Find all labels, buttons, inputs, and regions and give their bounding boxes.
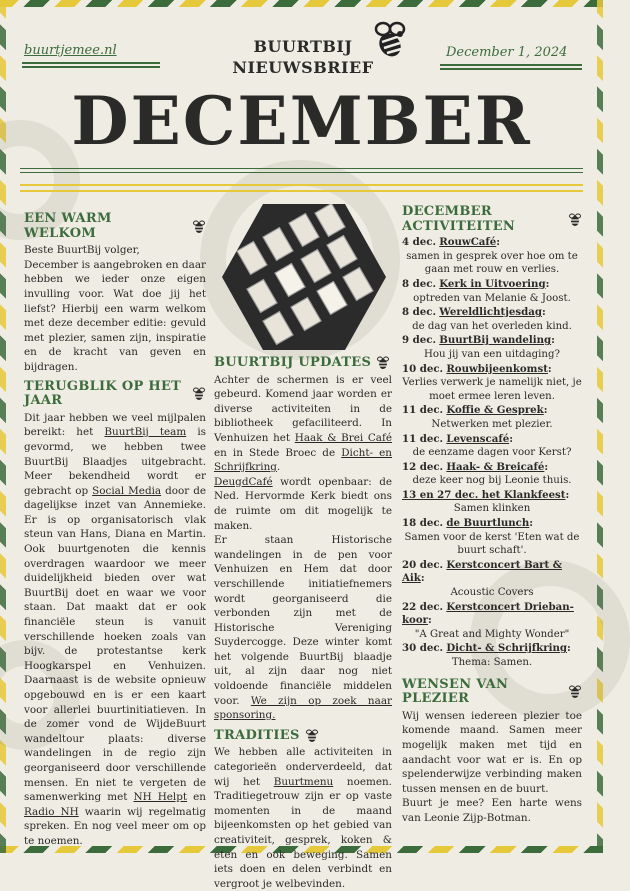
activity-line <box>402 517 582 531</box>
activity-title-link[interactable]: Rouwbijeenkomst <box>446 362 548 375</box>
activity-description: de dag van het overleden kind. <box>412 320 572 332</box>
activity-title-link[interactable]: de Buurtlunch <box>446 517 530 530</box>
link-nh-helpt[interactable]: NH Helpt <box>133 791 188 804</box>
section-heading-wensen: WENSEN VAN PLEZIER <box>402 678 582 707</box>
terugblik-body: Dit jaar hebben we veel mijlpalen bereikt: het BuurtBij team is gevormd, we hebben twee BuurtBij Blaadjes uitgebracht. Meer bekendheid wordt er gebracht op Social Media door de dagelijkse inzet van Annemieke. Er is op organisatorisch vlak steun van Hans, Diana en Martin. Ook buurtgenoten die kennis overdragen waardoor we meer duidelijkheid bieden over wat BuurtBij doet en waar we voor staan. Dat maakt dat er ook financiële steun is vanuit verschillende hoeken zoals van bijv. de protestantse kerk Hoogkarspel en Venhuizen. Daarnaast is de website opnieuw opgebouwd en is er een kaart voor allerlei buurtinitiatieven. In de zomer vond de WijdeBuurt wandeltour plaats: diverse wandelingen in de regio zijn georganiseerd door verschillende mensen. En niet te vergeten de samenwerking met NH Helpt en Radio NH waarin wij regelmatig spreken. En nog veel meer om op te noemen. <box>24 411 207 847</box>
link-buurtbij-team[interactable]: BuurtBij team <box>104 426 187 439</box>
title-rule-yellow <box>20 184 583 186</box>
activity-item <box>402 642 582 669</box>
newsletter-title-line1: BUURTBIJ <box>253 37 353 56</box>
link-social-media[interactable]: Social Media <box>92 484 162 497</box>
activity-item <box>402 517 582 558</box>
activity-item <box>402 489 582 516</box>
title-rule <box>20 168 583 173</box>
activity-description: optreden van Melanie & Joost. <box>413 292 571 304</box>
activity-item <box>402 236 582 277</box>
activity-date: 22 dec. <box>402 600 444 613</box>
small-bee-icon <box>568 213 582 227</box>
bee-logo-icon <box>372 20 408 60</box>
section-heading-welkom: EEN WARM WELKOM <box>24 212 206 241</box>
activity-description: Samen klinken <box>453 503 531 515</box>
wensen-body: Wij wensen iedereen plezier toe komende maand. Samen meer mogelijk maken met tijd en aandacht voor wat er is. En op spelenderwijze verbinding maken tussen mensen en de buurt. <box>402 709 582 795</box>
activity-separator: : <box>545 277 550 290</box>
activity-description: Acoustic Covers <box>450 587 534 599</box>
hexagon-photo <box>222 204 386 350</box>
activity-date: 18 dec. <box>402 517 444 530</box>
header-rule-left <box>22 66 160 68</box>
link-haak-brei-cafe[interactable]: Haak & Brei Café <box>294 431 392 444</box>
activity-line <box>402 306 582 320</box>
activity-item <box>402 461 582 488</box>
small-bee-icon <box>376 356 390 370</box>
section-heading-activiteiten: DECEMBER ACTIVITEITEN <box>402 205 582 234</box>
activity-line <box>402 559 582 586</box>
small-bee-icon <box>192 220 206 234</box>
activity-line <box>402 404 582 418</box>
activity-title-link[interactable]: Koffie & Gesprek <box>446 404 544 417</box>
small-bee-icon <box>568 685 582 699</box>
activity-item <box>402 601 582 642</box>
section-heading-tradities: TRADITIES <box>214 729 392 744</box>
welkom-greeting: Beste BuurtBij volger, <box>24 244 140 257</box>
updates-body-1: Achter de schermen is er veel gebeurd. Komend jaar worden er diverse activiteiten in de bibliotheek gefaciliteerd. In Venhuizen het Haak & Brei Café en in Stede Broec de Dicht- en Schrijfkring. <box>214 373 392 474</box>
link-dicht-schrijfkring[interactable]: Dicht- en Schrijfkring <box>214 446 392 474</box>
activity-line <box>402 433 582 447</box>
activity-date: 9 dec. <box>402 334 436 347</box>
activity-separator: : <box>565 488 570 501</box>
left-column <box>24 212 206 849</box>
activity-item <box>402 306 582 333</box>
activity-separator: : <box>551 334 555 347</box>
activity-separator: : <box>544 460 549 473</box>
newsletter-title <box>228 36 378 78</box>
activity-description: Netwerken met plezier. <box>431 418 553 430</box>
month-title: DECEMBER <box>71 82 532 160</box>
activity-title-link[interactable]: RouwCafé <box>439 236 497 249</box>
section-heading-updates: BUURTBIJ UPDATES <box>214 356 392 371</box>
header-rule-right <box>440 64 582 66</box>
wensen-closing: Buurt je mee? Een harte wens van Leonie Zijp-Botman. <box>402 797 582 824</box>
activity-separator: : <box>566 642 571 655</box>
updates-body-2: DeugdCafé wordt openbaar: de Ned. Hervormde Kerk biedt ons de ruimte om dit mogelijk te maken. <box>214 475 393 532</box>
activity-separator: : <box>496 236 501 249</box>
activity-item <box>402 559 582 600</box>
activity-description: deze keer nog bij Leonie thuis. <box>412 475 572 487</box>
link-buurtmenu[interactable]: Buurtmenu <box>273 775 334 788</box>
activity-line <box>402 278 582 292</box>
activity-description: "A Great and Mighty Wonder" <box>414 628 570 640</box>
activity-date: 8 dec. <box>402 277 436 290</box>
site-link[interactable]: buurtjemee.nl <box>24 43 117 58</box>
activity-list <box>402 236 582 669</box>
activity-line <box>402 334 582 348</box>
activity-description: samen in gesprek over hoe om te gaan met rouw en verlies. <box>406 250 578 276</box>
activity-date: 11 dec. <box>402 404 444 417</box>
activity-title-link[interactable]: Dicht- & Schrijfkring <box>446 642 567 655</box>
activity-separator: : <box>542 306 546 319</box>
photo-postcards <box>222 204 386 350</box>
activity-separator: : <box>547 362 552 375</box>
header-rule-right <box>440 68 582 70</box>
section-heading-terugblik: TERUGBLIK OP HET JAAR <box>24 380 206 409</box>
activity-title-link[interactable]: Levenscafé <box>446 432 510 445</box>
activity-title-link[interactable]: Kerk in Uitvoering <box>439 277 546 290</box>
small-bee-icon <box>192 387 206 401</box>
right-column <box>402 205 582 826</box>
activity-separator: : <box>543 404 548 417</box>
activity-line <box>402 461 582 475</box>
activity-title-link[interactable]: 13 en 27 dec. het Klankfeest <box>402 488 566 501</box>
activity-item <box>402 363 582 404</box>
activity-description: Hou jij van een uitdaging? <box>424 348 560 360</box>
link-sponsoring[interactable]: We zijn op zoek naar sponsoring. <box>214 694 392 722</box>
activity-date: 20 dec. <box>402 558 444 571</box>
activity-date: 12 dec. <box>402 460 444 473</box>
activity-date: 8 dec. <box>402 306 436 319</box>
activity-date: 30 dec. <box>402 642 444 655</box>
small-bee-icon <box>305 729 319 743</box>
activity-title-link[interactable]: Wereldlichtjesdag <box>439 306 542 319</box>
welkom-body: December is aangebroken en daar hebben we ieder onze eigen invulling voor. Wat doe jij het liefst? Hierbij een warm welkom met deze december editie: gevuld met plezier, samen zijn, inspiratie en de kracht van geven en bijdragen. <box>24 258 206 373</box>
activity-title-link[interactable]: BuurtBij wandeling <box>439 334 552 347</box>
activity-description: Thema: Samen. <box>451 657 533 668</box>
activity-date: 11 dec. <box>402 432 444 445</box>
activity-item <box>402 334 582 361</box>
activity-line <box>402 236 582 250</box>
header-rule-left <box>22 62 160 64</box>
activity-description: Verlies verwerk je namelijk niet, je moet ermee leren leven. <box>402 377 582 402</box>
activity-title-link[interactable]: Haak- & Breicafé <box>446 460 545 473</box>
updates-body-3: Er staan Historische wandelingen in de pen voor Venhuizen en Hem dat door verschillende initiatiefnemers wordt georganiseerd die verbonden zijn met de Historische Vereniging Suydercogge. Deze winter komt het volgende BuurtBij blaadje uit, al zijn daar nog niet voldoende financiële middelen voor. We zijn op zoek naar sponsoring. <box>214 534 392 722</box>
activity-separator: : <box>529 517 534 530</box>
activity-description: de eenzame dagen voor Kerst? <box>412 447 572 459</box>
activity-line <box>402 642 582 656</box>
activity-line <box>402 363 582 377</box>
activity-line <box>402 601 582 628</box>
activity-description: Samen voor de kerst 'Eten wat de buurt schaft'. <box>404 531 580 557</box>
link-radio-nh[interactable]: Radio NH <box>24 805 79 818</box>
activity-item <box>402 404 582 431</box>
activity-title-link[interactable]: Kerstconcert Bart & Aik <box>402 558 563 585</box>
activity-separator: : <box>509 432 513 445</box>
issue-date: December 1, 2024 <box>446 45 568 60</box>
activity-separator: : <box>428 614 432 627</box>
border-stripe-top <box>0 0 603 7</box>
activity-date: 10 dec. <box>402 362 444 375</box>
activity-date: 4 dec. <box>402 236 436 249</box>
activity-separator: : <box>420 572 425 585</box>
activity-item <box>402 278 582 305</box>
title-rule-yellow <box>20 190 583 192</box>
activity-title-link[interactable]: Kerstconcert Drieban-koor <box>402 600 574 627</box>
link-deugdcafe[interactable]: DeugdCafé <box>214 475 273 488</box>
newsletter-title-line2: NIEUWSBRIEF <box>232 58 374 77</box>
tradities-body: We hebben alle activiteiten in categorieën onderverdeeld, dat wij het Buurtmenu noemen. Traditiegetrouw zijn er op vaste momenten in de maand bijeenkomsten op het gebied van creativiteit, gesprek, koken & eten en ook beweging. Samen iets doen en delen verbindt en vergroot je welbevinden. <box>214 746 392 890</box>
activity-line <box>402 489 582 503</box>
middle-column <box>214 356 392 891</box>
activity-item <box>402 433 582 460</box>
